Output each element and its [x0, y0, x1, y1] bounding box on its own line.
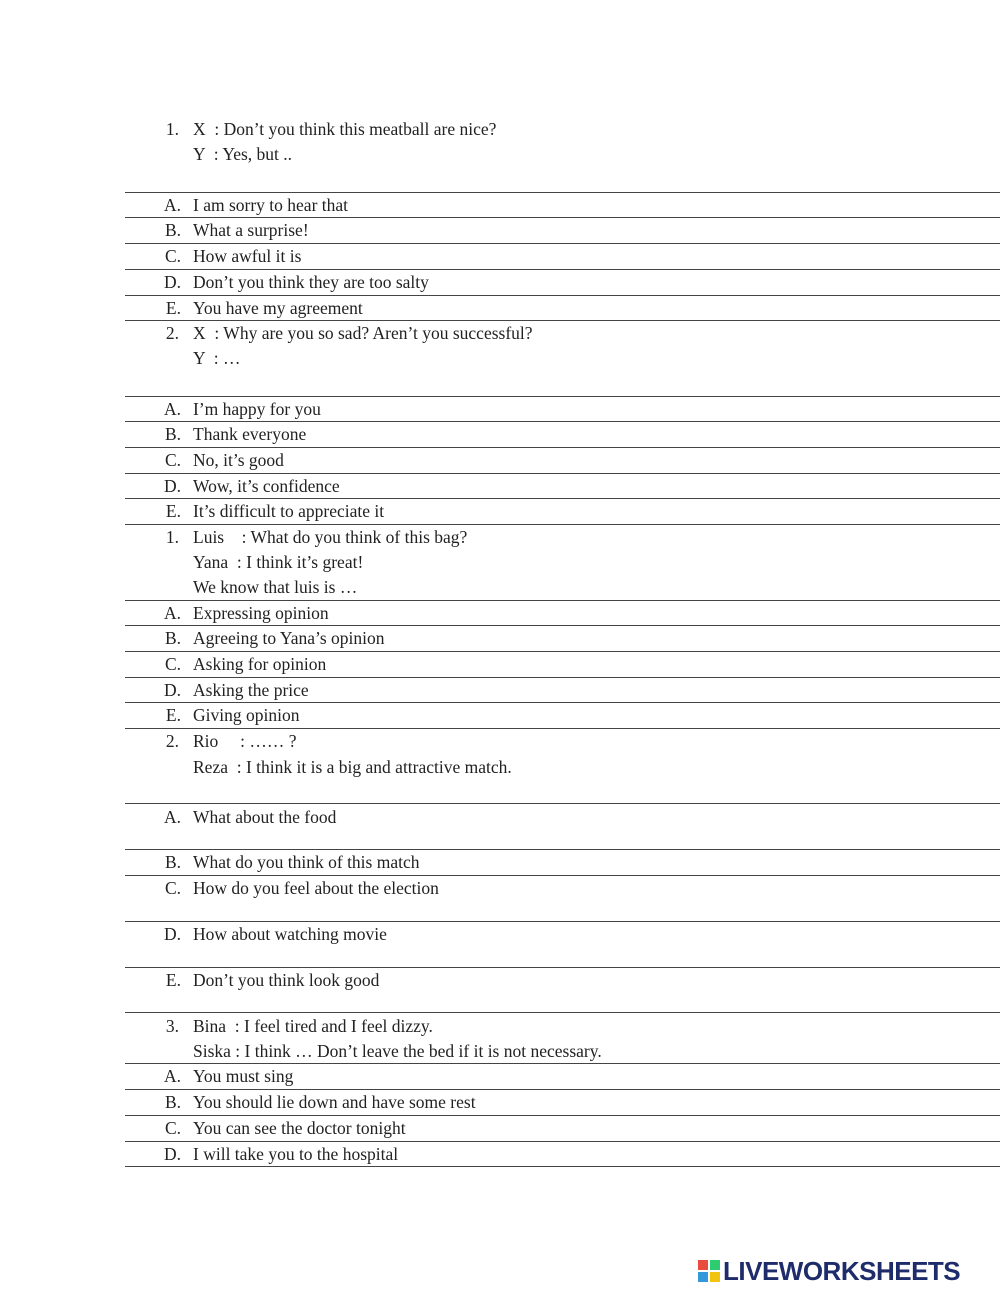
option-letter: D.	[163, 272, 181, 292]
question-line: Siska : I think … Don’t leave the bed if it is not necessary.	[193, 1041, 602, 1061]
option-text: I will take you to the hospital	[193, 1144, 399, 1164]
row-divider	[125, 1115, 1000, 1116]
question-line: We know that luis is …	[193, 577, 358, 597]
logo-text: LIVEWORKSHEETS	[723, 1255, 961, 1286]
option-letter: E.	[165, 501, 181, 521]
row-divider	[125, 421, 1000, 422]
option-text: How awful it is	[193, 246, 302, 266]
question-line: Y : Yes, but ..	[193, 144, 293, 164]
row-divider	[125, 1166, 1000, 1167]
option-text: What do you think of this match	[193, 852, 420, 872]
question-number: 1.	[165, 527, 179, 547]
option-letter: E.	[165, 970, 181, 990]
row-divider	[125, 498, 1000, 499]
option-letter: E.	[165, 705, 181, 725]
row-divider	[125, 849, 1000, 850]
row-divider	[125, 243, 1000, 244]
row-divider	[125, 1089, 1000, 1090]
row-divider	[125, 1012, 1000, 1013]
row-divider	[125, 600, 1000, 601]
row-divider	[125, 320, 1000, 321]
option-letter: B.	[164, 220, 181, 240]
question-line: Luis : What do you think of this bag?	[193, 527, 468, 547]
question-number: 2.	[165, 731, 179, 751]
option-text: Don’t you think they are too salty	[193, 272, 429, 292]
option-letter: A.	[163, 603, 181, 623]
liveworksheets-logo[interactable]	[698, 1256, 998, 1286]
row-divider	[125, 269, 1000, 270]
question-line: Yana : I think it’s great!	[193, 552, 364, 572]
option-text: I’m happy for you	[193, 399, 321, 419]
option-letter: B.	[164, 1092, 181, 1112]
option-text: Expressing opinion	[193, 603, 329, 623]
row-divider	[125, 625, 1000, 626]
option-text: You must sing	[193, 1066, 294, 1086]
option-text: I am sorry to hear that	[193, 195, 349, 215]
row-divider	[125, 728, 1000, 729]
row-divider	[125, 473, 1000, 474]
option-letter: B.	[164, 852, 181, 872]
option-text: Asking for opinion	[193, 654, 327, 674]
option-letter: D.	[163, 924, 181, 944]
row-divider	[125, 875, 1000, 876]
question-line: Y : …	[193, 348, 241, 368]
row-divider	[125, 1063, 1000, 1064]
row-divider	[125, 702, 1000, 703]
option-letter: A.	[163, 399, 181, 419]
option-letter: D.	[163, 476, 181, 496]
option-text: How about watching movie	[193, 924, 387, 944]
row-divider	[125, 295, 1000, 296]
row-divider	[125, 651, 1000, 652]
question-line: Rio : …… ?	[193, 731, 297, 751]
row-divider	[125, 524, 1000, 525]
option-letter: A.	[163, 195, 181, 215]
option-text: It’s difficult to appreciate it	[193, 501, 385, 521]
option-letter: A.	[163, 807, 181, 827]
option-text: You should lie down and have some rest	[193, 1092, 476, 1112]
row-divider	[125, 967, 1000, 968]
row-divider	[125, 217, 1000, 218]
row-divider	[125, 803, 1000, 804]
option-letter: C.	[164, 878, 181, 898]
row-divider	[125, 192, 1000, 193]
option-letter: D.	[163, 1144, 181, 1164]
option-letter: B.	[164, 424, 181, 444]
question-number: 3.	[165, 1016, 179, 1036]
option-letter: B.	[164, 628, 181, 648]
option-letter: E.	[165, 298, 181, 318]
option-text: You have my agreement	[193, 298, 363, 318]
question-line: Bina : I feel tired and I feel dizzy.	[193, 1016, 433, 1036]
option-text: What about the food	[193, 807, 337, 827]
question-line: Reza : I think it is a big and attractive match.	[193, 757, 512, 777]
row-divider	[125, 447, 1000, 448]
option-text: No, it’s good	[193, 450, 284, 470]
option-letter: C.	[164, 1118, 181, 1138]
option-text: Don’t you think look good	[193, 970, 380, 990]
option-letter: A.	[163, 1066, 181, 1086]
option-text: You can see the doctor tonight	[193, 1118, 406, 1138]
logo-blocks-icon	[698, 1260, 720, 1282]
option-text: Asking the price	[193, 680, 309, 700]
option-text: What a surprise!	[193, 220, 309, 240]
option-text: Agreeing to Yana’s opinion	[193, 628, 385, 648]
option-text: How do you feel about the election	[193, 878, 439, 898]
question-line: X : Don’t you think this meatball are nice?	[193, 119, 497, 139]
question-number: 2.	[165, 323, 179, 343]
option-letter: C.	[164, 450, 181, 470]
option-letter: D.	[163, 680, 181, 700]
option-letter: C.	[164, 654, 181, 674]
question-number: 1.	[165, 119, 179, 139]
option-letter: C.	[164, 246, 181, 266]
option-text: Wow, it’s confidence	[193, 476, 340, 496]
row-divider	[125, 921, 1000, 922]
question-line: X : Why are you so sad? Aren’t you successful?	[193, 323, 533, 343]
row-divider	[125, 1141, 1000, 1142]
option-text: Thank everyone	[193, 424, 307, 444]
row-divider	[125, 396, 1000, 397]
row-divider	[125, 677, 1000, 678]
option-text: Giving opinion	[193, 705, 300, 725]
